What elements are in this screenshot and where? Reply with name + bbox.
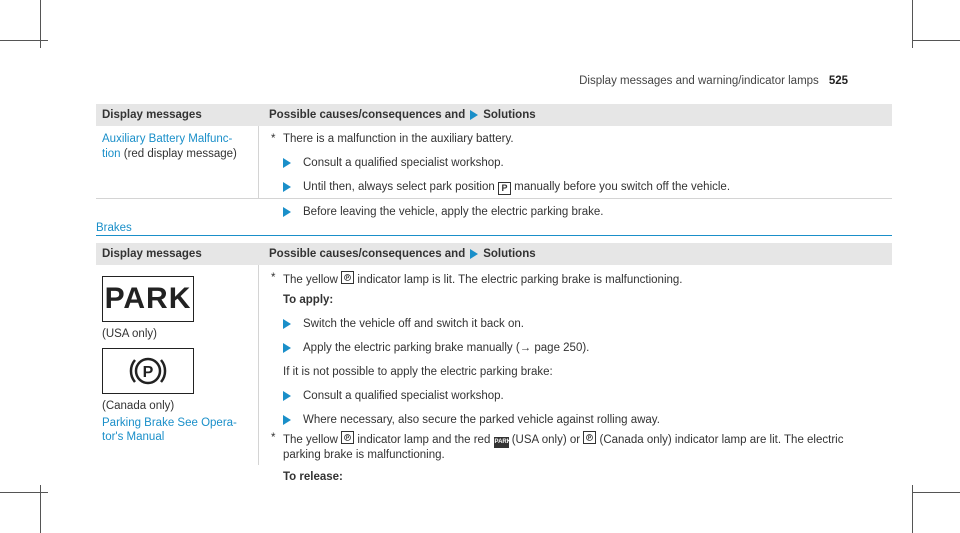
parking-brake-icon (341, 431, 354, 444)
bullet-icon (283, 391, 291, 401)
cause-text-line2: parking brake is malfunctioning. (283, 449, 445, 461)
parking-brake-icon (341, 271, 354, 284)
usa-only-note: (USA only) (102, 328, 157, 340)
park-label: PARK (104, 282, 192, 315)
table-header (96, 243, 892, 265)
fallback-text: If it is not possible to apply the electric parking brake: (283, 366, 553, 378)
crop-mark (0, 492, 48, 493)
cause-text: The yellow (283, 274, 342, 286)
parking-brake-circle-icon (102, 348, 194, 394)
canada-only-note: (Canada only) (102, 400, 175, 412)
bullet-icon (283, 158, 291, 168)
col2-solutions: Solutions (483, 248, 536, 260)
message-cell (96, 265, 259, 465)
solution-text: Consult a qualified specialist workshop. (303, 390, 504, 402)
cause-text-cont: indicator lamp is lit. The electric parking brake is malfunctioning. (354, 274, 683, 286)
cause-text-cont: (Canada only) indicator lamp are lit. The electric (596, 434, 844, 446)
cause-text-cont: (USA only) or (508, 434, 584, 446)
bullet-icon (283, 182, 291, 192)
col-causes-solutions (265, 109, 536, 121)
col-display-messages: Display messages (102, 248, 202, 260)
message-link-cont[interactable]: tion (102, 148, 121, 160)
park-position-icon: P (498, 182, 511, 195)
bullet-icon (283, 319, 291, 329)
crop-mark (0, 40, 48, 41)
message-note: (red display message) (120, 148, 237, 160)
table-row (96, 265, 892, 483)
table-row (96, 126, 892, 218)
col2-label: Possible causes/consequences and (269, 109, 466, 121)
arrow-right-icon (470, 249, 478, 259)
arrow-right-icon (470, 110, 478, 120)
parking-brake-icon (583, 431, 596, 444)
bullet-icon (283, 343, 291, 353)
asterisk: * (271, 133, 276, 145)
message-cell (96, 126, 259, 198)
solution-text: Consult a qualified specialist workshop. (303, 157, 504, 169)
park-indicator-icon (102, 276, 194, 322)
solution-text: Before leaving the vehicle, apply the electric parking brake. (303, 206, 604, 218)
cause-text: The yellow (283, 434, 342, 446)
to-release-heading: To release: (283, 471, 343, 483)
cause-cell (259, 265, 892, 483)
solution-text-cont: manually before you switch off the vehicle. (510, 181, 731, 193)
message-link-cont[interactable]: tor's Manual (102, 431, 165, 443)
col-display-messages: Display messages (102, 109, 202, 121)
crop-mark (912, 40, 960, 41)
cause-text-cont: indicator lamp and the red (354, 434, 494, 446)
running-header (579, 75, 848, 87)
solution-text: Switch the vehicle off and switch it back on. (303, 318, 524, 330)
header-title: Display messages and warning/indicator lamps (579, 75, 819, 87)
solution-text: Apply the electric parking brake manually (→ page 250). (303, 342, 590, 354)
message-link[interactable]: Auxiliary Battery Malfunc- (102, 133, 233, 145)
svg-text:P: P (588, 435, 592, 442)
asterisk: * (271, 272, 276, 284)
cause-cell (259, 126, 892, 218)
table-auxiliary-battery (96, 104, 892, 218)
asterisk: * (271, 432, 276, 444)
park-lamp-icon: PARK (494, 437, 509, 448)
to-apply-heading: To apply: (283, 294, 334, 306)
svg-text:P: P (346, 275, 350, 282)
page-number: 525 (828, 75, 848, 87)
bullet-icon (283, 415, 291, 425)
col-causes-solutions (265, 248, 536, 260)
solution-text: Where necessary, also secure the parked vehicle against rolling away. (303, 414, 660, 426)
table-header (96, 104, 892, 126)
message-link[interactable]: Parking Brake See Opera- (102, 417, 237, 429)
svg-text:P: P (142, 364, 154, 381)
col2-label: Possible causes/consequences and (269, 248, 466, 260)
bullet-icon (283, 207, 291, 217)
section-title: Brakes (96, 222, 132, 234)
svg-text:P: P (346, 435, 350, 442)
crop-mark (912, 492, 960, 493)
col2-solutions: Solutions (483, 109, 536, 121)
section-divider (96, 235, 892, 236)
table-brakes (96, 243, 892, 483)
cause-text: There is a malfunction in the auxiliary battery. (283, 133, 514, 145)
solution-text: Until then, always select park position (303, 181, 498, 193)
